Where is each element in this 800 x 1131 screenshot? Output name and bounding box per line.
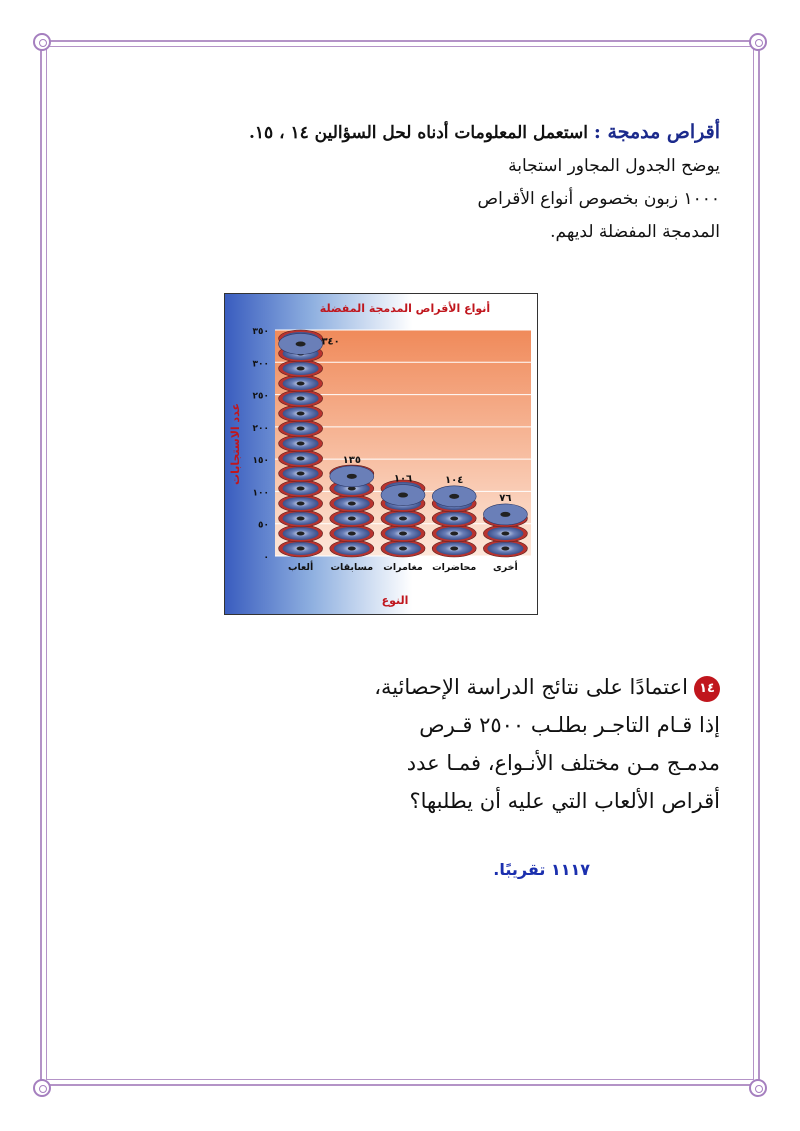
y-tick-label: ٥٠ <box>258 520 269 531</box>
disc-hole <box>348 547 356 551</box>
disc-hole <box>297 367 305 371</box>
disc-hole <box>297 397 305 401</box>
disc-hole <box>399 547 407 551</box>
disc-hole <box>297 517 305 521</box>
y-tick-label: ١٥٠ <box>252 456 269 467</box>
question-line-1 <box>340 668 720 706</box>
disc-hole <box>297 487 305 491</box>
disc-hole <box>297 457 305 461</box>
corner-ornament-icon <box>33 33 51 51</box>
y-tick-label: ٢٥٠ <box>252 391 269 402</box>
bar <box>432 486 476 557</box>
y-axis-label: عدد الاستجابات <box>229 403 242 485</box>
y-tick-label: ٢٠٠ <box>252 423 269 434</box>
bar-value-label: ٣٤٠ <box>321 336 340 348</box>
x-tick-label: مغامرات <box>383 562 423 573</box>
disc-hole <box>297 442 305 446</box>
disc-hole <box>450 532 458 536</box>
corner-ornament-icon <box>749 1079 767 1097</box>
bar <box>381 480 425 557</box>
disc-hole <box>450 547 458 551</box>
x-tick-label: مسابقات <box>330 562 374 573</box>
x-tick-label: محاضرات <box>432 562 477 573</box>
intro-line-2: ١٠٠٠ زبون بخصوص أنواع الأقراص <box>477 189 720 209</box>
question-line-4: أقراص الألعاب التي عليه أن يطلبها؟ <box>409 789 720 813</box>
x-tick-label: ألعاب <box>287 562 314 573</box>
question-line-3: مدمـج مـن مختلف الأنـواع، فمـا عدد <box>406 751 720 775</box>
bar-value-label: ١٠٦ <box>393 473 413 485</box>
disc-hole <box>501 547 509 551</box>
x-tick-label: أخرى <box>493 562 518 573</box>
disc-top-hole <box>500 512 510 517</box>
x-axis-label: النوع <box>381 594 409 607</box>
corner-ornament-icon <box>33 1079 51 1097</box>
disc-hole <box>399 517 407 521</box>
intro-heading-rest: استعمل المعلومات أدناه لحل السؤالين ١٤ ، ١٥. <box>248 123 594 143</box>
answer-text: ١١١٧ تقريبًا. <box>493 860 590 879</box>
disc-top-hole <box>347 474 357 479</box>
bar <box>279 330 323 557</box>
disc-hole <box>297 382 305 386</box>
disc-top-hole <box>449 494 459 499</box>
question-line-2: إذا قـام التاجـر بطلـب ٢٥٠٠ قـرص <box>419 713 720 737</box>
disc-hole <box>297 427 305 431</box>
disc-hole <box>450 517 458 521</box>
disc-hole <box>348 517 356 521</box>
question-number-badge: ١٤ <box>694 676 720 702</box>
bar-value-label: ١٣٥ <box>342 454 361 466</box>
bar-value-label: ٧٦ <box>499 492 512 504</box>
disc-hole <box>399 532 407 536</box>
intro-heading-title: أقراص مدمجة : <box>593 121 720 143</box>
intro-line-3: المدمجة المفضلة لديهم. <box>550 222 720 242</box>
disc-hole <box>297 472 305 476</box>
intro-text <box>160 116 720 249</box>
corner-ornament-icon <box>749 33 767 51</box>
y-tick-label: ٠ <box>263 553 269 563</box>
disc-hole <box>297 502 305 506</box>
disc-hole <box>501 532 509 536</box>
intro-line-1: يوضح الجدول المجاور استجابة <box>508 156 720 176</box>
question-line-1-text: اعتمادًا على نتائج الدراسة الإحصائية، <box>374 675 688 699</box>
y-axis-ticks <box>253 327 269 563</box>
disc-hole <box>348 502 356 506</box>
chart-svg <box>225 294 538 615</box>
disc-top-hole <box>296 341 306 346</box>
bar <box>483 504 527 557</box>
bar-value-label: ١٠٤ <box>445 474 464 486</box>
y-tick-label: ٣٠٠ <box>252 359 269 370</box>
intro-heading <box>160 116 720 150</box>
chart-title: أنواع الأقراص المدمجة المفضلة <box>319 302 491 315</box>
cd-preference-chart <box>224 293 538 615</box>
disc-top-hole <box>398 493 408 498</box>
disc-hole <box>297 532 305 536</box>
y-tick-label: ١٠٠ <box>252 488 269 499</box>
x-axis-ticks <box>288 560 518 573</box>
question-14 <box>340 668 720 820</box>
y-tick-label: ٣٥٠ <box>252 327 269 337</box>
disc-hole <box>297 412 305 416</box>
disc-hole <box>348 532 356 536</box>
disc-hole <box>297 547 305 551</box>
